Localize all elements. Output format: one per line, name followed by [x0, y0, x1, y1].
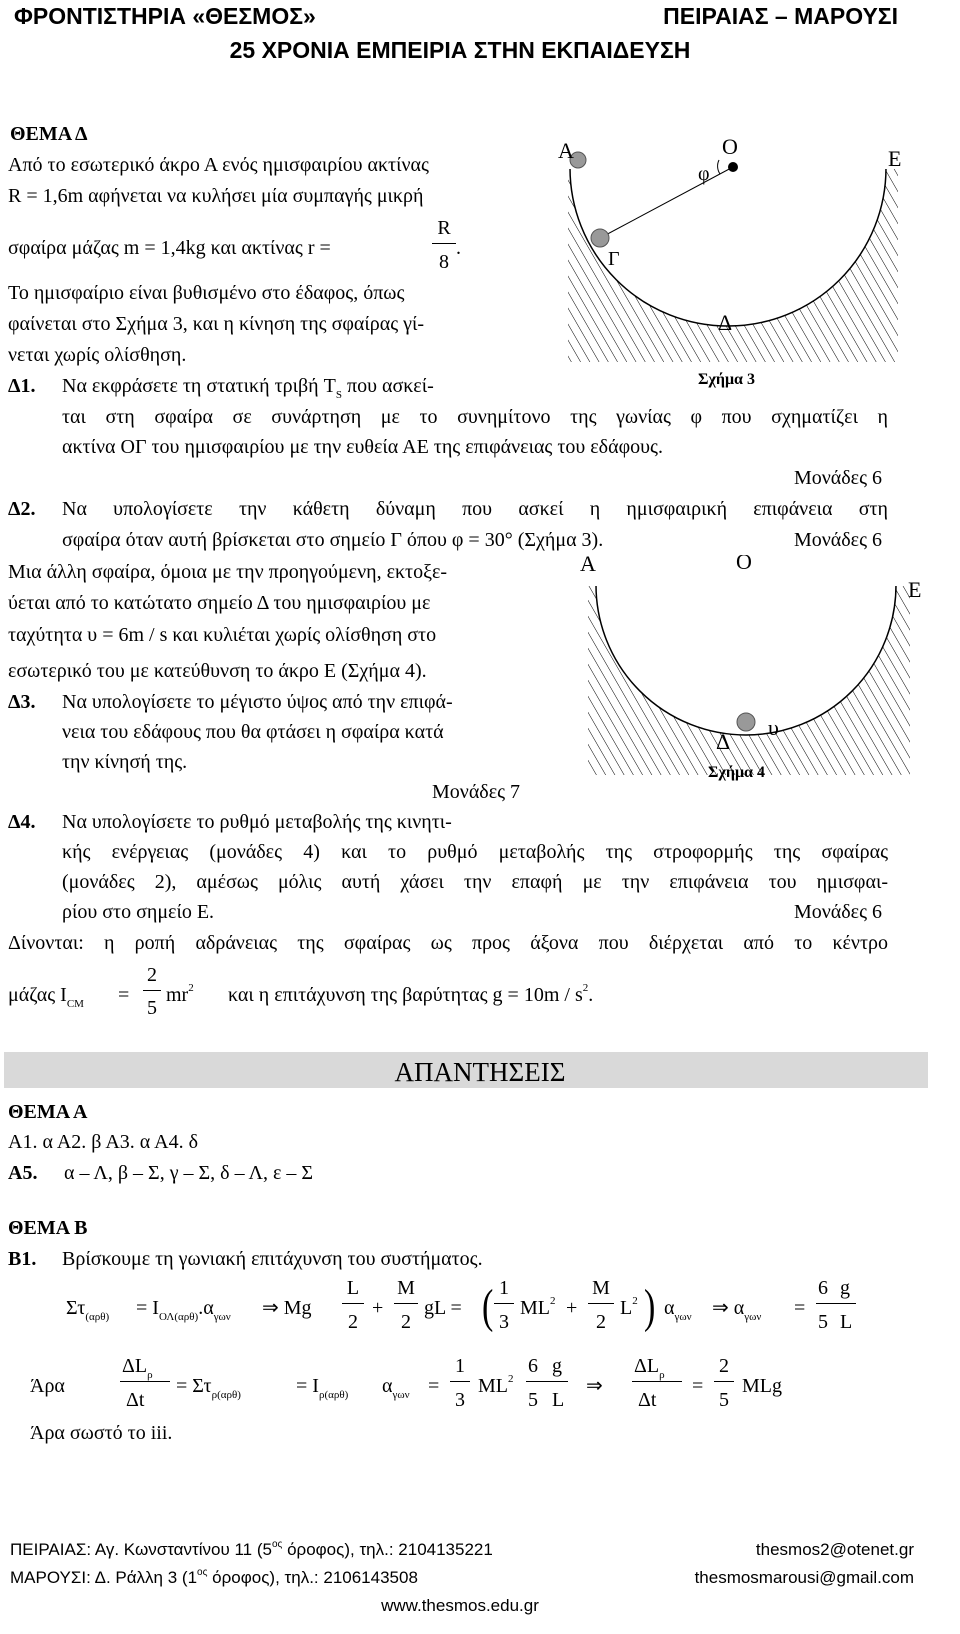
eq1-frac4-num: M	[592, 1277, 610, 1299]
eq2-six: 6	[528, 1355, 538, 1377]
d2-line-2: σφαίρα όταν αυτή βρίσκεται στο σημείο Γ όπου φ = 30° (Σχήμα 3).	[62, 529, 604, 551]
sphere-at-d	[737, 713, 755, 731]
eq1-frac2-num: M	[397, 1277, 415, 1299]
eq1-frac3-den: 3	[499, 1311, 509, 1333]
eq2-ml2: $ML^2$	[478, 1373, 514, 1397]
answers-title: ΑΠΑΝΤΗΣΕΙΣ	[394, 1057, 566, 1087]
eq2-inertia: = $I_{\rho(\alpha\rho\theta)}$	[296, 1375, 349, 1401]
eq2-mlg: MLg	[742, 1375, 782, 1397]
eq2-dl-2: $\Delta L_\rho$	[634, 1355, 665, 1381]
eq2-ara: Άρα	[30, 1375, 65, 1397]
eq2-five: 5	[528, 1389, 538, 1411]
eq2-impl: ⇒	[586, 1375, 603, 1397]
eq2-frac5-num: 2	[719, 1355, 729, 1377]
given-formula-eq: =	[118, 984, 130, 1006]
label-v-4: υ	[768, 715, 779, 740]
d3-points: Μονάδες 7	[432, 781, 521, 803]
other-line-3: ταχύτητα υ = 6m / s και κυλιέται χωρίς ολίσθηση στο	[8, 624, 437, 646]
d4-line-1: Να υπολογίσετε το ρυθμό μεταβολής της κινητι-	[62, 811, 452, 833]
eq1-mg: ⇒ Mg	[262, 1297, 312, 1319]
eq2-frac2-bar	[450, 1381, 470, 1382]
figure-4-caption: Σχήμα 4	[708, 764, 765, 781]
eq1-six: 6	[818, 1277, 828, 1299]
eq1-inertia: = $I_{O\Lambda(\alpha\rho\theta)}.\alpha_{\gamma\omega\nu}$	[136, 1297, 231, 1323]
given-frac-bar	[143, 990, 161, 991]
given-formula-mr: $mr^2$	[166, 982, 194, 1006]
eq1-frac2-den: 2	[401, 1311, 411, 1333]
intro-line-6: νεται χωρίς ολίσθηση.	[8, 344, 187, 366]
frac-den-8: 8	[439, 251, 449, 273]
label-a: Α	[558, 138, 574, 163]
eq1-impl-alpha: ⇒ $\alpha_{\gamma\omega\nu}$	[712, 1297, 762, 1323]
d4-points: Μονάδες 6	[793, 901, 882, 923]
header-right: ΠΕΙΡΑΙΑΣ – ΜΑΡΟΥΣΙ	[663, 3, 898, 29]
label-d-4: Δ	[716, 729, 731, 754]
final-answer: Άρα σωστό το iii.	[30, 1422, 173, 1444]
eq1-g: g	[840, 1277, 850, 1299]
footer-website[interactable]: www.thesmos.edu.gr	[381, 1596, 539, 1615]
eq1-L-den: L	[840, 1311, 853, 1333]
d2-line-1: Να υπολογίσετε την κάθετη δύναμη που ασκεί η ημισφαιρική επιφάνεια στη	[62, 498, 888, 520]
label-g: Γ	[608, 248, 620, 270]
d1-line-1: Να εκφράσετε τη στατική τριβή $T_S$ που ασκεί-	[62, 375, 434, 401]
eq1-frac3-num: 1	[499, 1277, 509, 1299]
eq1-sum-tau: $\Sigma\tau_{(\alpha\rho\theta)}$	[66, 1297, 110, 1323]
d4-label: Δ4.	[8, 811, 36, 833]
intro-line-3: σφαίρα μάζας m = 1,4kg και ακτίνας r =	[8, 237, 331, 259]
eq2-sum-tau: = $\Sigma\tau_{\rho(\alpha\rho\theta)}$	[176, 1375, 241, 1401]
other-line-4: εσωτερικό του με κατεύθυνση το άκρο Ε (Σχήμα 4).	[8, 660, 427, 682]
eq2-g: g	[552, 1355, 562, 1377]
given-line: Δίνονται: η ροπή αδράνειας της σφαίρας ως προς άξονα που διέρχεται από το κέντρο	[8, 932, 888, 954]
frac-num-R: R	[437, 217, 451, 239]
label-o-4: Ο	[736, 555, 752, 574]
eq1-rparen: )	[644, 1281, 656, 1334]
given-frac-num: 2	[147, 964, 157, 986]
d3-line-2: νεια του εδάφους που θα φτάσει η σφαίρα κατά	[62, 721, 444, 743]
eq2-frac4-bar	[632, 1381, 682, 1382]
d2-points: Μονάδες 6	[793, 529, 882, 551]
eq2-frac2-den: 3	[455, 1389, 465, 1411]
theme-d-title: ΘΕΜΑ Δ	[10, 123, 88, 145]
eq2-L: L	[552, 1389, 565, 1411]
b1-text: Βρίσκουμε τη γωνιακή επιτάχυνση του συστήματος.	[62, 1248, 483, 1270]
eq2-alpha: $\alpha_{\gamma\omega\nu}$	[382, 1375, 410, 1401]
label-phi: φ	[698, 163, 710, 185]
eq1-frac3-bar	[494, 1303, 514, 1304]
label-e-4: Ε	[908, 577, 922, 602]
header-left: ΦΡΟΝΤΙΣΤΗΡΙΑ «ΘΕΣΜΟΣ»	[14, 3, 316, 29]
theme-a-title: ΘΕΜΑ Α	[8, 1101, 88, 1123]
d1-points: Μονάδες 6	[793, 467, 882, 489]
eq2-dt-2: Δt	[638, 1389, 657, 1411]
d4-line-3: (μονάδες 2), αμέσως μόλις αυτή χάσει την επαφή με την επιφάνεια του ημισφαι-	[62, 871, 888, 893]
label-e: Ε	[888, 146, 902, 171]
theme-b-title: ΘΕΜΑ Β	[8, 1217, 88, 1239]
frac-dot: .	[456, 237, 461, 259]
intro-line-4: Το ημισφαίριο είναι βυθισμένο στο έδαφος, όπως	[8, 282, 405, 304]
eq1-ml2: $ML^2$	[520, 1295, 556, 1319]
d4-line-4: ρίου στο σημείο Ε.	[62, 901, 215, 923]
header-subtitle: 25 ΧΡΟΝΙΑ ΕΜΠΕΙΡΙΑ ΣΤΗΝ ΕΚΠΑΙΔΕΥΣΗ	[229, 37, 691, 63]
d1-line-2: ται στη σφαίρα σε συνάρτηση με το συνημίτονο της γωνίας φ που σχηματίζει η	[62, 406, 888, 428]
figure-3-caption: Σχήμα 3	[698, 371, 755, 388]
eq1-lparen: (	[482, 1281, 494, 1334]
eq2-frac5-den: 5	[719, 1389, 729, 1411]
eq2-dl: $\Delta L_\rho$	[122, 1355, 153, 1381]
d1-line-3: ακτίνα ΟΓ του ημισφαιρίου με την ευθεία ΑΕ της επιφάνειας του εδάφους.	[62, 436, 663, 458]
intro-line-5: φαίνεται στο Σχήμα 3, και η κίνηση της σφαίρας γί-	[8, 313, 425, 335]
footer-email-1[interactable]: thesmos2@otenet.gr	[755, 1540, 914, 1559]
intro-line-2: R = 1,6m αφήνεται να κυλήσει μία συμπαγής μικρή	[8, 185, 424, 207]
eq1-frac2-bar	[394, 1303, 418, 1304]
label-d: Δ	[718, 310, 733, 335]
d3-line-1: Να υπολογίσετε το μέγιστο ύψος από την επιφά-	[62, 691, 453, 713]
other-line-1: Μια άλλη σφαίρα, όμοια με την προηγούμενη, εκτοξε-	[8, 561, 448, 583]
given-formula-a: μάζας $I_{CM}$	[8, 984, 84, 1010]
eq1-frac4-bar	[588, 1303, 614, 1304]
sphere-at-g	[591, 229, 609, 247]
eq2-eq: =	[428, 1375, 440, 1397]
footer-email-2[interactable]: thesmosmarousi@gmail.com	[694, 1568, 914, 1587]
d1-label: Δ1.	[8, 375, 36, 397]
eq1-frac1-bar	[342, 1303, 364, 1304]
given-formula-g: και η επιτάχυνση της βαρύτητας $g = 10m / s^2$.	[228, 982, 594, 1006]
eq1-gl: gL =	[424, 1297, 462, 1319]
d2-label: Δ2.	[8, 498, 36, 520]
frac-bar	[432, 243, 456, 244]
other-line-2: ύεται από το κατώτατο σημείο Δ του ημισφαιρίου με	[8, 592, 431, 614]
eq2-frac3-bar	[526, 1381, 568, 1382]
intro-line-1: Από το εσωτερικό άκρο Α ενός ημισφαιρίου ακτίνας	[8, 154, 429, 176]
eq2-frac5-bar	[714, 1381, 734, 1382]
footer-piraeus: ΠΕΙΡΑΙΑΣ: Αγ. Κωνσταντίνου 11 ($5^{o\varsigma}$ όροφος), τηλ.: 2104135221	[10, 1539, 493, 1559]
eq2-dt: Δt	[126, 1389, 145, 1411]
eq1-frac5-bar	[816, 1303, 856, 1304]
eq2-frac2-num: 1	[455, 1355, 465, 1377]
eq1-five: 5	[818, 1311, 828, 1333]
d4-line-2: κής ενέργειας (μονάδες 4) και το ρυθμό μεταβολής της στροφορμής της σφαίρας	[62, 841, 888, 863]
eq1-l2: $L^2$	[620, 1295, 638, 1319]
eq2-frac1-bar	[120, 1381, 170, 1382]
eq1-frac1-den: 2	[348, 1311, 358, 1333]
eq1-alpha: $\alpha_{\gamma\omega\nu}$	[664, 1297, 692, 1323]
eq1-eq: =	[794, 1297, 806, 1319]
figure-4	[580, 555, 930, 800]
eq1-frac1-num: L	[346, 1277, 360, 1299]
center-point-o	[728, 162, 738, 172]
given-frac-den: 5	[147, 997, 157, 1019]
figure-3	[548, 130, 928, 400]
b1-label: Β1.	[8, 1248, 37, 1270]
eq2-eq-2: =	[692, 1375, 704, 1397]
eq1-plus-2: +	[566, 1297, 578, 1319]
footer-marousi: ΜΑΡΟΥΣΙ: Δ. Ράλλη 3 ($1^{o\varsigma}$ όροφος), τηλ.: 2106143508	[10, 1567, 418, 1587]
eq1-frac4-den: 2	[596, 1311, 606, 1333]
label-a-4: Α	[580, 555, 596, 576]
theme-a-a5-label: Α5.	[8, 1162, 38, 1184]
d3-line-3: την κίνησή της.	[62, 751, 188, 773]
theme-a-line-2: α – Λ, β – Σ, γ – Σ, δ – Λ, ε – Σ	[64, 1162, 314, 1184]
theme-a-line-1: Α1. α Α2. β Α3. α Α4. δ	[8, 1131, 199, 1153]
eq1-plus: +	[372, 1297, 384, 1319]
label-o: Ο	[722, 134, 738, 159]
d3-label: Δ3.	[8, 691, 36, 713]
